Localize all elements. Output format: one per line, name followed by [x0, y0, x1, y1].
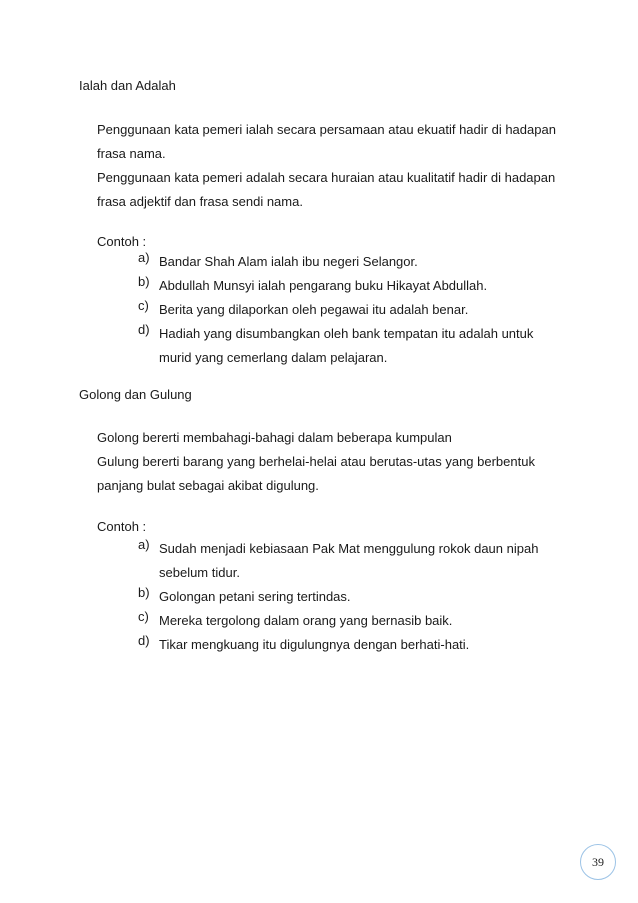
list-item-text: Tikar mengkuang itu digulungnya dengan berhati-hati. [159, 637, 470, 652]
contoh-label: Contoh : [97, 234, 147, 249]
list-item-text: Berita yang dilaporkan oleh pegawai itu adalah benar. [159, 302, 469, 317]
list-marker: c) [138, 609, 149, 624]
paragraph-line: Penggunaan kata pemeri ialah secara persamaan atau ekuatif hadir di hadapan [97, 122, 556, 137]
page-number-badge [580, 844, 616, 880]
section2-paragraph [97, 426, 577, 498]
list-item [138, 585, 568, 609]
section-heading-golong-gulung: Golong dan Gulung [79, 387, 192, 402]
paragraph-line: frasa nama. [97, 146, 166, 161]
example-list [138, 537, 568, 657]
paragraph-line: Golong bererti membahagi-bahagi dalam beberapa kumpulan [97, 430, 452, 445]
paragraph-line: Penggunaan kata pemeri adalah secara huraian atau kualitatif hadir di hadapan [97, 170, 556, 185]
list-item [138, 322, 568, 370]
list-item-text: sebelum tidur. [159, 565, 240, 580]
list-marker: b) [138, 274, 150, 289]
paragraph-line: Gulung bererti barang yang berhelai-helai atau berutas-utas yang berbentuk [97, 454, 535, 469]
contoh-label: Contoh : [97, 519, 147, 534]
list-marker: d) [138, 322, 150, 337]
page-number: 39 [592, 854, 604, 869]
list-item-text: Mereka tergolong dalam orang yang bernasib baik. [159, 613, 453, 628]
paragraph-line: panjang bulat sebagai akibat digulung. [97, 478, 319, 493]
list-marker: c) [138, 298, 149, 313]
list-marker: b) [138, 585, 150, 600]
list-marker: a) [138, 537, 150, 552]
list-item [138, 609, 568, 633]
list-item-text: Bandar Shah Alam ialah ibu negeri Selangor. [159, 254, 418, 269]
example-list [138, 250, 568, 370]
section-heading-ialah-adalah: Ialah dan Adalah [79, 78, 176, 93]
section1-paragraph [97, 118, 577, 214]
list-item [138, 633, 568, 657]
list-item-text: Golongan petani sering tertindas. [159, 589, 351, 604]
list-item [138, 250, 568, 274]
list-item [138, 537, 568, 585]
list-item [138, 298, 568, 322]
list-item-text: Hadiah yang disumbangkan oleh bank tempatan itu adalah untuk [159, 326, 534, 341]
list-item-text: Abdullah Munsyi ialah pengarang buku Hikayat Abdullah. [159, 278, 488, 293]
list-marker: a) [138, 250, 150, 265]
paragraph-line: frasa adjektif dan frasa sendi nama. [97, 194, 303, 209]
list-item-text: Sudah menjadi kebiasaan Pak Mat menggulung rokok daun nipah [159, 541, 539, 556]
list-item-text: murid yang cemerlang dalam pelajaran. [159, 350, 388, 365]
list-marker: d) [138, 633, 150, 648]
list-item [138, 274, 568, 298]
